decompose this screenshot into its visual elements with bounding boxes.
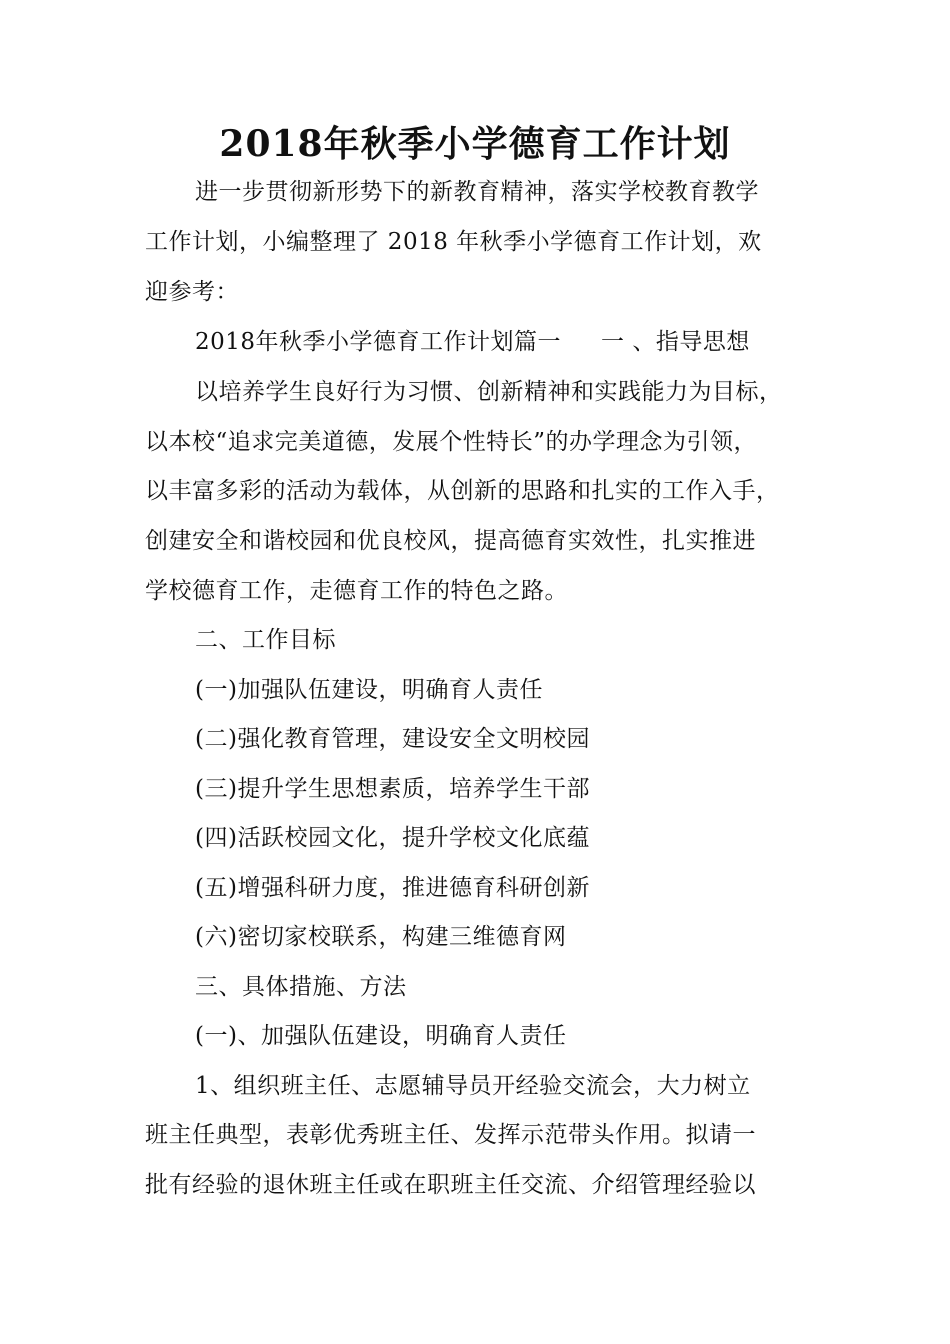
paragraph-line: 创建安全和谐校园和优良校风，提高德育实效性，扎实推进 xyxy=(145,528,756,554)
section-heading: 三、具体措施、方法 xyxy=(195,974,407,1000)
paragraph-line: 工作计划，小编整理了 2018 年秋季小学德育工作计划，欢 xyxy=(145,229,762,255)
goal-item: (四)活跃校园文化，提升学校文化底蕴 xyxy=(195,825,590,851)
section-heading: 一 、指导思想 xyxy=(601,329,750,355)
paragraph-line: 以培养学生良好行为习惯、创新精神和实践能力为目标， xyxy=(195,379,783,405)
goal-item: (二)强化教育管理，建设安全文明校园 xyxy=(195,726,590,752)
paragraph-line: 进一步贯彻新形势下的新教育精神，落实学校教育教学 xyxy=(195,179,759,205)
document-title: 2018年秋季小学德育工作计划 xyxy=(219,123,731,165)
section-heading-line xyxy=(195,325,750,359)
paragraph-line: 1、组织班主任、志愿辅导员开经验交流会，大力树立 xyxy=(195,1073,751,1099)
subsection-heading: (一)、加强队伍建设，明确育人责任 xyxy=(195,1023,567,1049)
article-part-title: 2018年秋季小学德育工作计划篇一 xyxy=(195,329,562,355)
goal-item: (三)提升学生思想素质，培养学生干部 xyxy=(195,776,590,802)
paragraph-line: 学校德育工作，走德育工作的特色之路。 xyxy=(145,578,568,604)
goal-item: (六)密切家校联系，构建三维德育网 xyxy=(195,924,567,950)
section-heading: 二、工作目标 xyxy=(195,627,336,653)
paragraph-line: 迎参考： xyxy=(145,279,239,305)
paragraph-line: 以本校“追求完美道德，发展个性特长”的办学理念为引领， xyxy=(145,429,758,455)
paragraph-line: 班主任典型，表彰优秀班主任、发挥示范带头作用。拟请一 xyxy=(145,1122,756,1148)
paragraph-line: 以丰富多彩的活动为载体，从创新的思路和扎实的工作入手， xyxy=(145,478,780,504)
paragraph-line: 批有经验的退休班主任或在职班主任交流、介绍管理经验以 xyxy=(145,1172,756,1198)
goal-item: (五)增强科研力度，推进德育科研创新 xyxy=(195,875,590,901)
goal-item: (一)加强队伍建设，明确育人责任 xyxy=(195,677,543,703)
